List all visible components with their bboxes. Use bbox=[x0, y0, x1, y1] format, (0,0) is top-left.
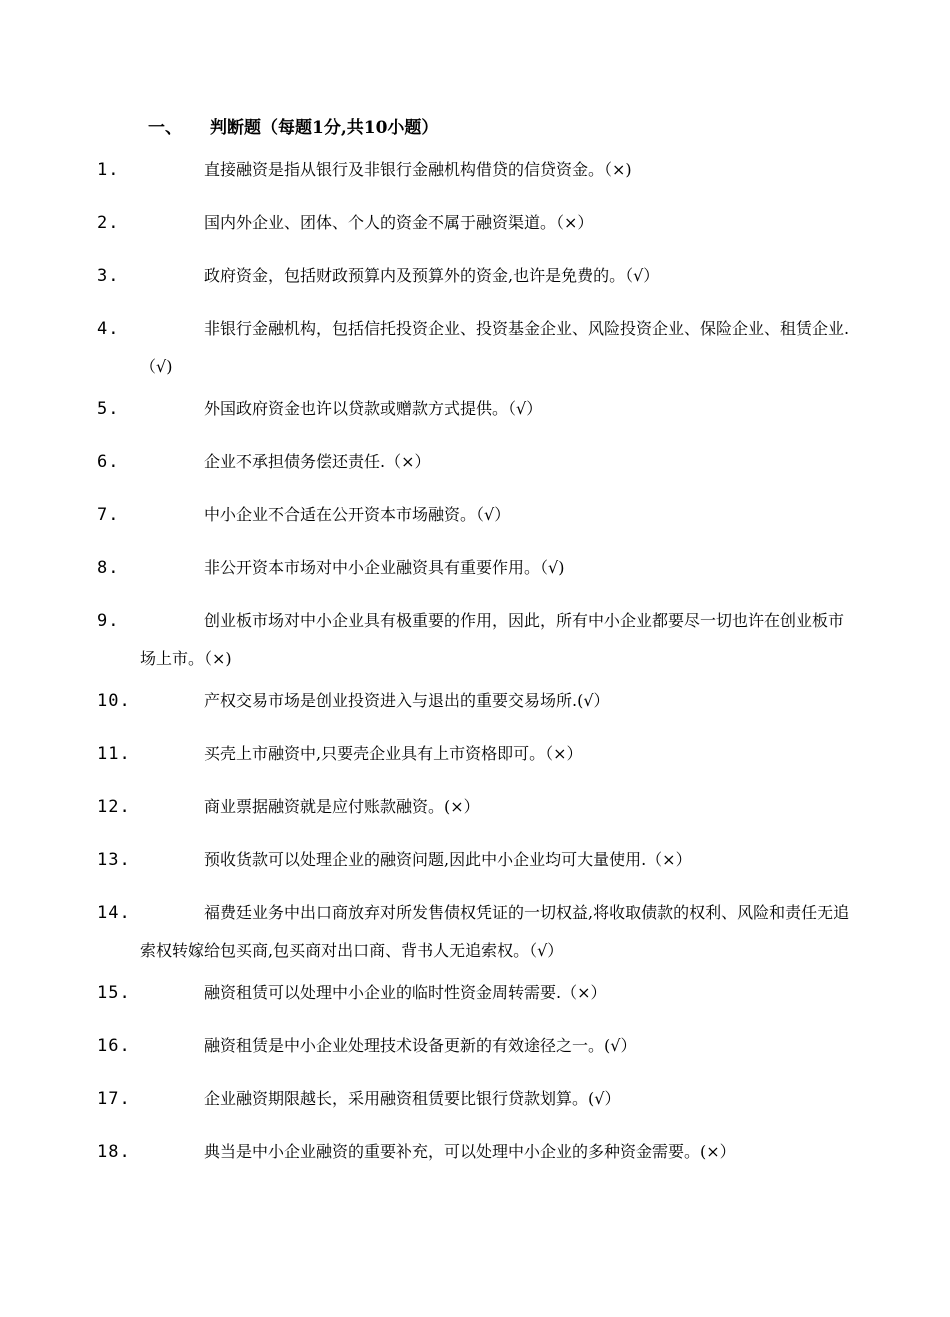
section-heading bbox=[148, 116, 438, 140]
question-text: 预收货款可以处理企业的融资问题,因此中小企业均可大量使用.（×） bbox=[204, 850, 692, 869]
question-text: 企业不承担债务偿还责任.（×） bbox=[204, 452, 431, 471]
question-text: 国内外企业、团体、个人的资金不属于融资渠道。（×） bbox=[204, 213, 594, 232]
question-number: 16. bbox=[97, 1036, 131, 1056]
question-text: 非银行金融机构，包括信托投资企业、投资基金企业、风险投资企业、保险企业、租赁企业.（√) bbox=[140, 319, 850, 376]
question-number: 8. bbox=[97, 558, 120, 578]
question-number: 13. bbox=[97, 850, 131, 870]
question-text: 企业融资期限越长，采用融资租赁要比银行贷款划算。(√） bbox=[204, 1089, 621, 1108]
question-number: 9. bbox=[97, 611, 120, 631]
question-text: 创业板市场对中小企业具有极重要的作用，因此，所有中小企业都要尽一切也许在创业板市场上市。（×) bbox=[140, 611, 845, 668]
question-number: 2. bbox=[97, 213, 120, 233]
question-text: 外国政府资金也许以贷款或赠款方式提供。（√） bbox=[204, 399, 543, 418]
question-number: 5. bbox=[97, 399, 120, 419]
question-text: 融资租赁是中小企业处理技术设备更新的有效途径之一。(√） bbox=[204, 1036, 637, 1055]
section-title: 判断题（每题1分,共10小题） bbox=[210, 118, 439, 138]
question-number: 17. bbox=[97, 1089, 131, 1109]
question-text: 非公开资本市场对中小企业融资具有重要作用。（√) bbox=[204, 558, 565, 577]
question-text: 中小企业不合适在公开资本市场融资。（√） bbox=[204, 505, 511, 524]
question-text: 政府资金，包括财政预算内及预算外的资金,也许是免费的。（√） bbox=[204, 266, 660, 285]
question-number: 18. bbox=[97, 1142, 131, 1162]
question-text: 产权交易市场是创业投资进入与退出的重要交易场所.(√） bbox=[204, 691, 610, 710]
question-text: 商业票据融资就是应付账款融资。(×） bbox=[204, 797, 480, 816]
question-number: 6. bbox=[97, 452, 120, 472]
question-text: 典当是中小企业融资的重要补充，可以处理中小企业的多种资金需要。(×） bbox=[204, 1142, 736, 1161]
question-number: 4. bbox=[97, 319, 120, 339]
question-number: 3. bbox=[97, 266, 120, 286]
question-number: 11. bbox=[97, 744, 131, 764]
question-number: 10. bbox=[97, 691, 131, 711]
question-text: 福费廷业务中出口商放弃对所发售债权凭证的一切权益,将收取债款的权利、风险和责任无追索权转嫁给包买商,包买商对出口商、背书人无追索权。（√） bbox=[140, 903, 850, 960]
question-number: 15. bbox=[97, 983, 131, 1003]
section-number: 一、 bbox=[148, 118, 182, 138]
question-number: 1. bbox=[97, 160, 120, 180]
question-text: 直接融资是指从银行及非银行金融机构借贷的信贷资金。（×) bbox=[204, 160, 632, 179]
question-number: 14. bbox=[97, 903, 131, 923]
question-number: 7. bbox=[97, 505, 120, 525]
question-number: 12. bbox=[97, 797, 131, 817]
question-text: 买壳上市融资中,只要壳企业具有上市资格即可。（×） bbox=[204, 744, 583, 763]
question-text: 融资租赁可以处理中小企业的临时性资金周转需要.（×） bbox=[204, 983, 607, 1002]
